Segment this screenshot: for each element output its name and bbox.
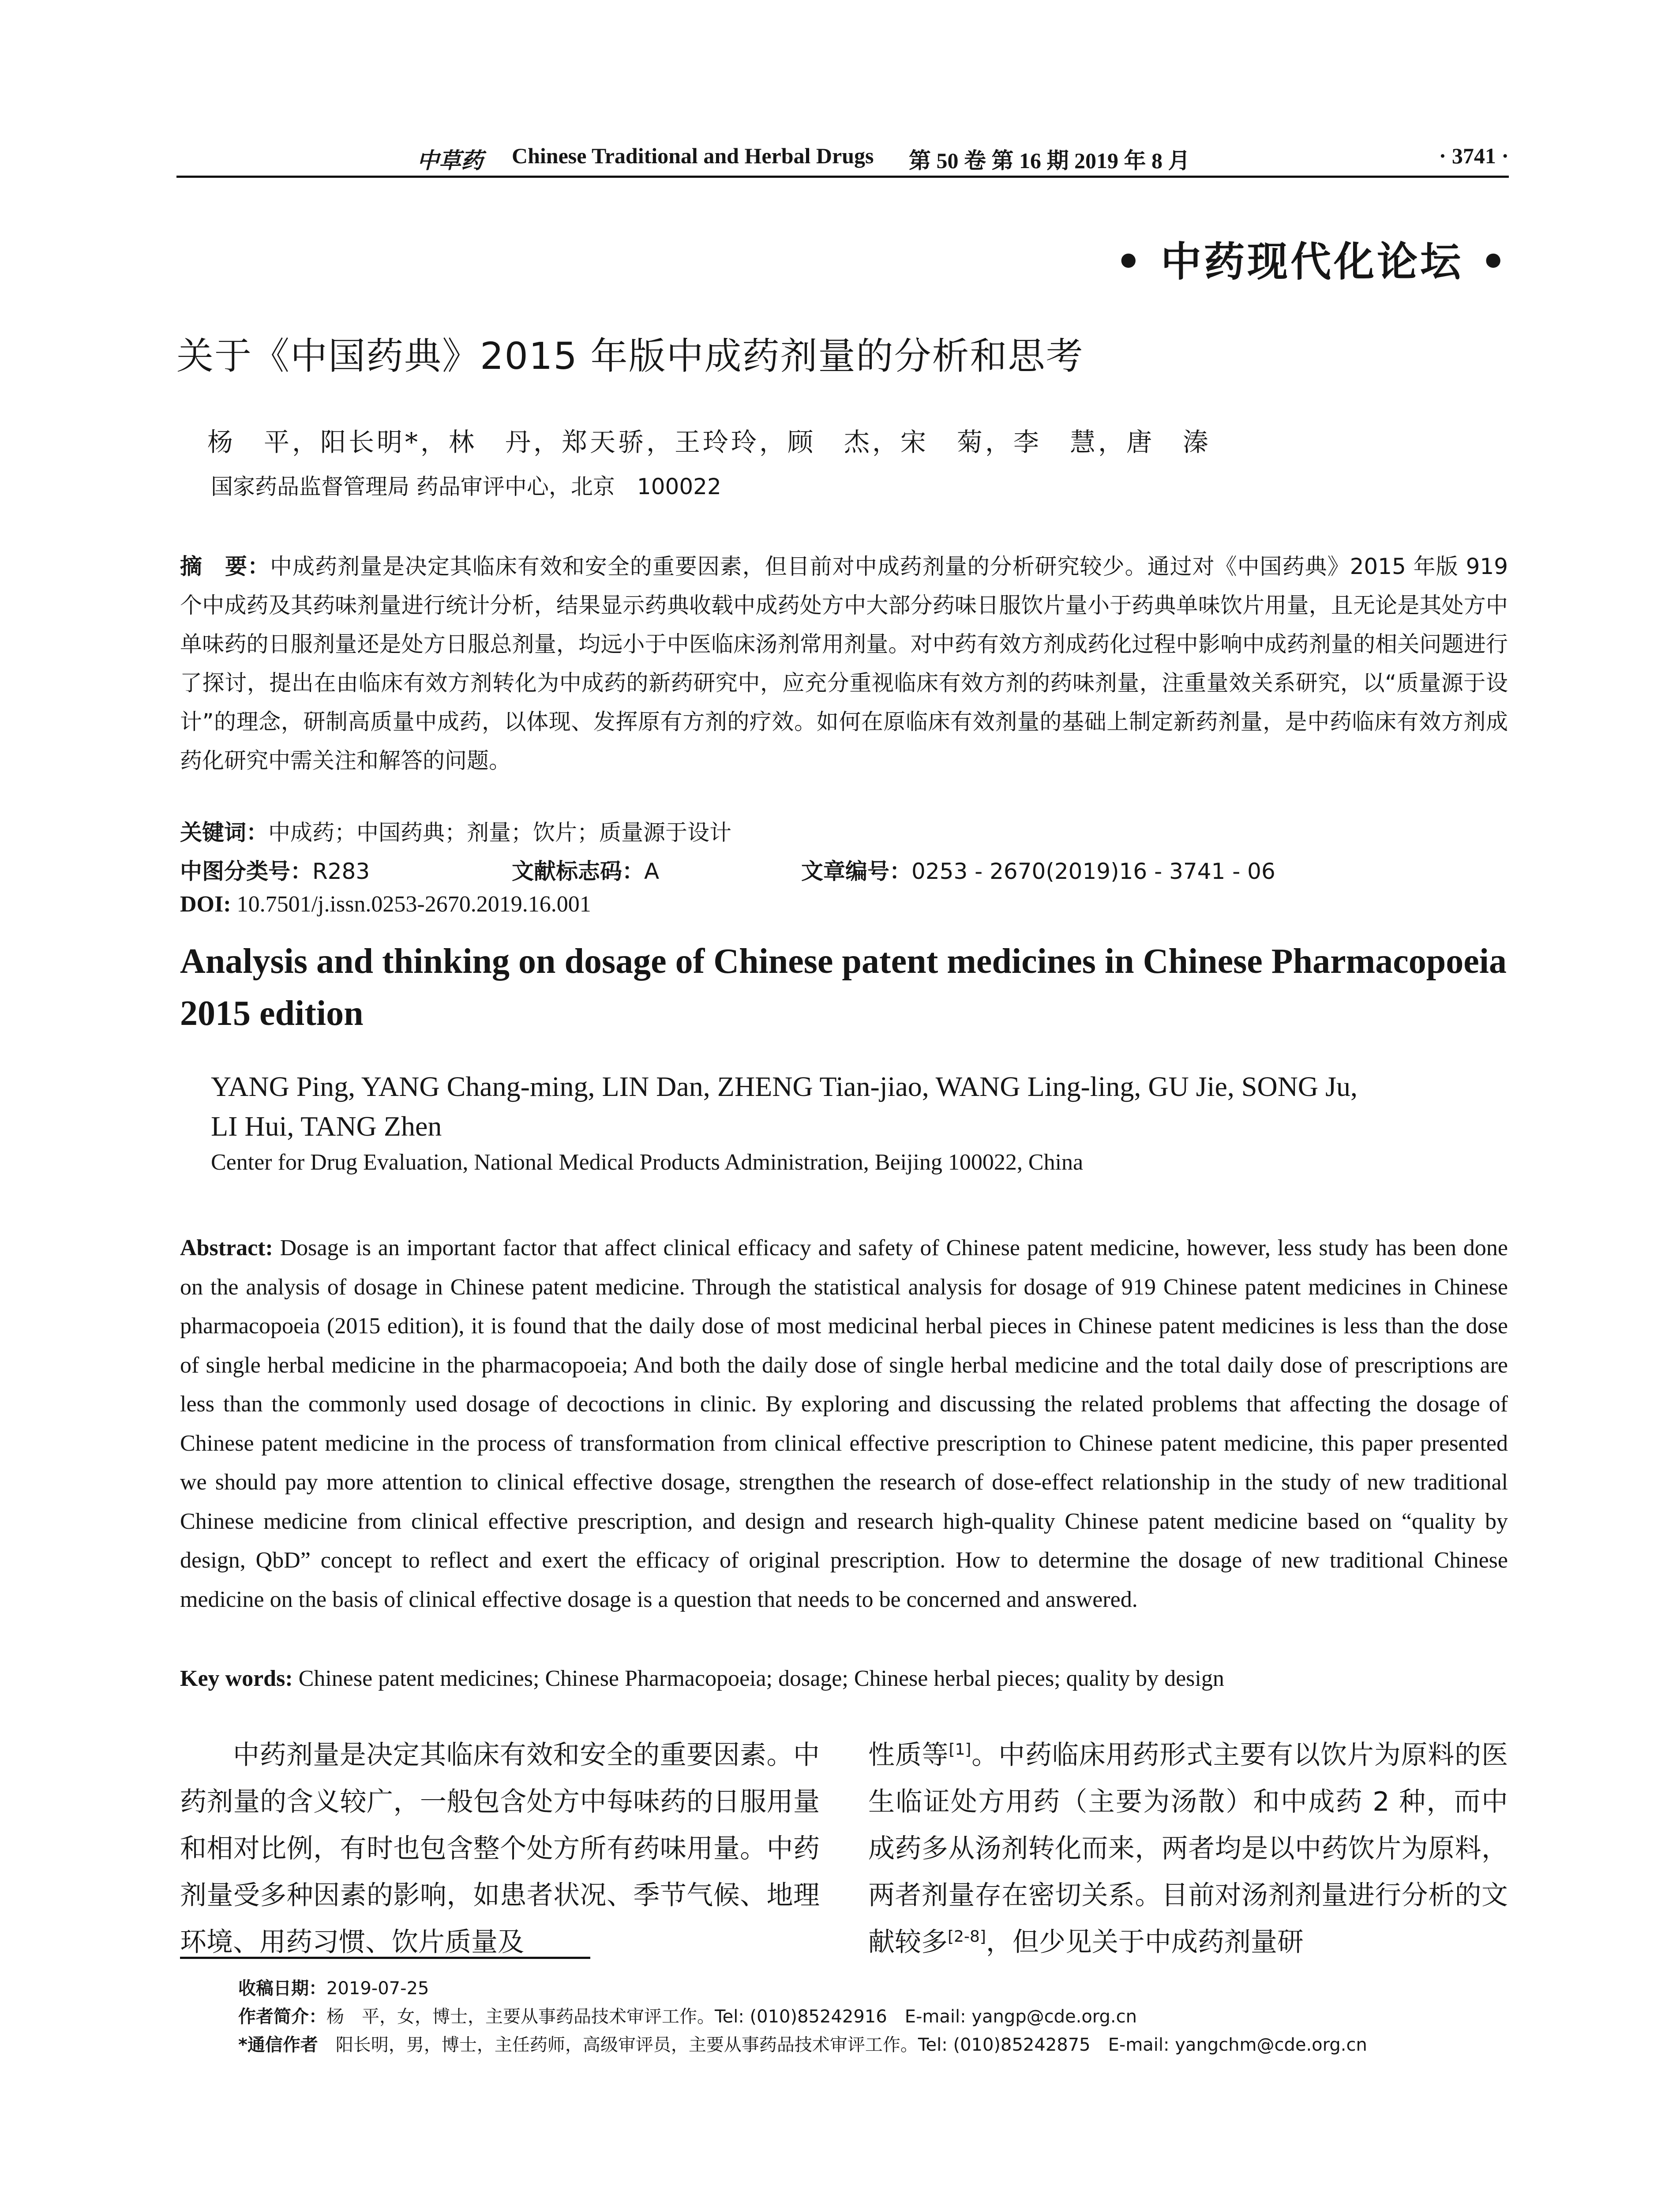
footnote-corresponding xyxy=(238,2031,1518,2059)
abstract-en xyxy=(180,1229,1508,1619)
clc-label: 中图分类号： xyxy=(180,859,312,884)
keywords-cn-text: 中成药；中国药典；剂量；饮片；质量源于设计 xyxy=(268,820,731,845)
article-title-cn: 关于《中国药典》2015 年版中成药剂量的分析和思考 xyxy=(176,334,1084,378)
doi-label: DOI: xyxy=(180,892,231,917)
article-no-value: 0253 - 2670(2019)16 - 3741 - 06 xyxy=(911,859,1275,884)
footnotes xyxy=(238,1974,1518,2059)
authors-en xyxy=(211,1067,1490,1146)
doi-line xyxy=(180,891,1508,917)
author-bio: 杨 平，女，博士，主要从事药品技术审评工作。Tel: (010)85242916 E-mail: yangp@cde.org.cn xyxy=(326,2007,1137,2027)
classification-line xyxy=(180,854,1508,885)
footnote-received xyxy=(238,1974,1518,2003)
affiliation-en: Center for Drug Evaluation, National Medical Products Administration, Beijing 100022, China xyxy=(211,1150,1084,1175)
affiliation-cn: 国家药品监督管理局 药品审评中心，北京 100022 xyxy=(211,474,721,499)
received-date: 2019-07-25 xyxy=(326,1978,429,1999)
abstract-en-text: Dosage is an important factor that affect clinical efficacy and safety of Chinese patent medicine, however, less study has been done on the analysis of dosage in Chinese patent medicine. Through the statistical analysis for dosage of 919 Chinese patent medicines in Chinese pharmacopoeia (2015 edition), it is found that the daily dose of most medicinal herbal pieces in Chinese patent medicines is less than the dose of single herbal medicine in the pharmacopoeia; And both the daily dose of single herbal medicine and the total daily dose of prescriptions are less than the commonly used dosage of decoctions in clinic. By exploring and discussing the related problems that affecting the dosage of Chinese patent medicine in the process of transformation from clinical effective prescription to Chinese patent medicine, this paper presented we should pay more attention to clinical effective dosage, strengthen the research of dose-effect relationship in the study of new traditional Chinese medicine from clinical effective prescription, and design and research high-quality Chinese patent medicine based on “quality by design, QbD” concept to reflect and exert the efficacy of original prescription. How to determine the dosage of new traditional Chinese medicine on the basis of clinical effective dosage is a question that needs to be concerned and answered. xyxy=(180,1235,1508,1612)
abstract-en-label: Abstract: xyxy=(180,1235,273,1261)
keywords-en-label: Key words: xyxy=(180,1666,293,1691)
keywords-cn xyxy=(180,815,1508,847)
running-header xyxy=(176,140,1509,178)
journal-name-cn: 中草药 xyxy=(417,148,483,173)
body-right-text-a: 性质等 xyxy=(868,1740,949,1771)
reference-2-8[interactable]: [2-8] xyxy=(948,1928,986,1946)
keywords-en xyxy=(180,1666,1508,1692)
article-no-label: 文章编号： xyxy=(801,859,912,884)
body-right-text-b: 。中药临床用药形式主要有以饮片为原料的医生临证处方用药（主要为汤散）和中成药 2 种，而中成药多从汤剂转化而来，两者均是以中药饮片为原料，两者剂量存在密切关系。目前对汤剂剂量进行分析的文献较多 xyxy=(868,1740,1508,1958)
abstract-cn-label: 摘 要： xyxy=(180,554,270,579)
corresponding-author: 阳长明，男，博士，主任药师，高级审评员，主要从事药品技术审评工作。Tel: (010)85242875 E-mail: yangchm@cde.org.cn xyxy=(318,2035,1367,2055)
doi-value[interactable]: 10.7501/j.issn.0253-2670.2019.16.001 xyxy=(236,892,591,917)
body-column-left: 中药剂量是决定其临床有效和安全的重要因素。中药剂量的含义较广，一般包含处方中每味药的日服用量和相对比例，有时也包含整个处方所有药味用量。中药剂量受多种因素的影响，如患者状况、季节气候、地理环境、用药习惯、饮片质量及 xyxy=(180,1740,820,1958)
body-right-text-c: ，但少见关于中成药剂量研 xyxy=(986,1927,1304,1958)
body-column-right xyxy=(868,1732,1508,1966)
abstract-cn xyxy=(180,547,1508,780)
page-number: · 3741 · xyxy=(1439,143,1509,168)
author-bio-label: 作者简介： xyxy=(238,2007,326,2027)
authors-en-line-1: YANG Ping, YANG Chang-ming, LIN Dan, ZHENG Tian-jiao, WANG Ling-ling, GU Jie, SONG Ju, xyxy=(211,1071,1358,1102)
journal-issue: 第 50 卷 第 16 期 2019 年 8 月 xyxy=(909,148,1190,173)
footnote-divider xyxy=(180,1957,590,1959)
column-title: • 中药现代化论坛 • xyxy=(1115,238,1509,285)
authors-en-line-2: LI Hui, TANG Zhen xyxy=(211,1111,442,1142)
clc-value: R283 xyxy=(312,859,370,884)
doc-code-label: 文献标志码： xyxy=(512,859,644,884)
authors-cn: 杨 平，阳长明*，林 丹，郑天骄，王玲玲，顾 杰，宋 菊，李 慧，唐 溱 xyxy=(207,427,1211,457)
abstract-cn-text: 中成药剂量是决定其临床有效和安全的重要因素，但目前对中成药剂量的分析研究较少。通过对《中国药典》2015 年版 919 个中成药及其药味剂量进行统计分析，结果显示药典收载中成药处方中大部分药味日服饮片量小于药典单味饮片用量，且无论是其处方中单味药的日服剂量还是处方日服总剂量，均远小于中医临床汤剂常用剂量。对中药有效方剂成药化过程中影响中成药剂量的相关问题进行了探讨，提出在由临床有效方剂转化为中成药的新药研究中，应充分重视临床有效方剂的药味剂量，注重量效关系研究，以“质量源于设计”的理念，研制高质量中成药，以体现、发挥原有方剂的疗效。如何在原临床有效剂量的基础上制定新药剂量，是中药临床有效方剂成药化研究中需关注和解答的问题。 xyxy=(180,554,1508,773)
received-label: 收稿日期： xyxy=(238,1978,326,1999)
corresponding-label: *通信作者 xyxy=(238,2035,318,2055)
reference-1[interactable]: [1] xyxy=(949,1741,971,1759)
journal-name-en: Chinese Traditional and Herbal Drugs xyxy=(512,143,874,168)
keywords-en-text: Chinese patent medicines; Chinese Pharmacopoeia; dosage; Chinese herbal pieces; quality by design xyxy=(292,1666,1224,1691)
footnote-author xyxy=(238,2003,1518,2031)
doc-code-value: A xyxy=(644,859,660,884)
article-title-en: Analysis and thinking on dosage of Chinese patent medicines in Chinese Pharmacopoeia 2015 edition xyxy=(180,942,1507,1033)
keywords-cn-label: 关键词： xyxy=(180,820,268,845)
